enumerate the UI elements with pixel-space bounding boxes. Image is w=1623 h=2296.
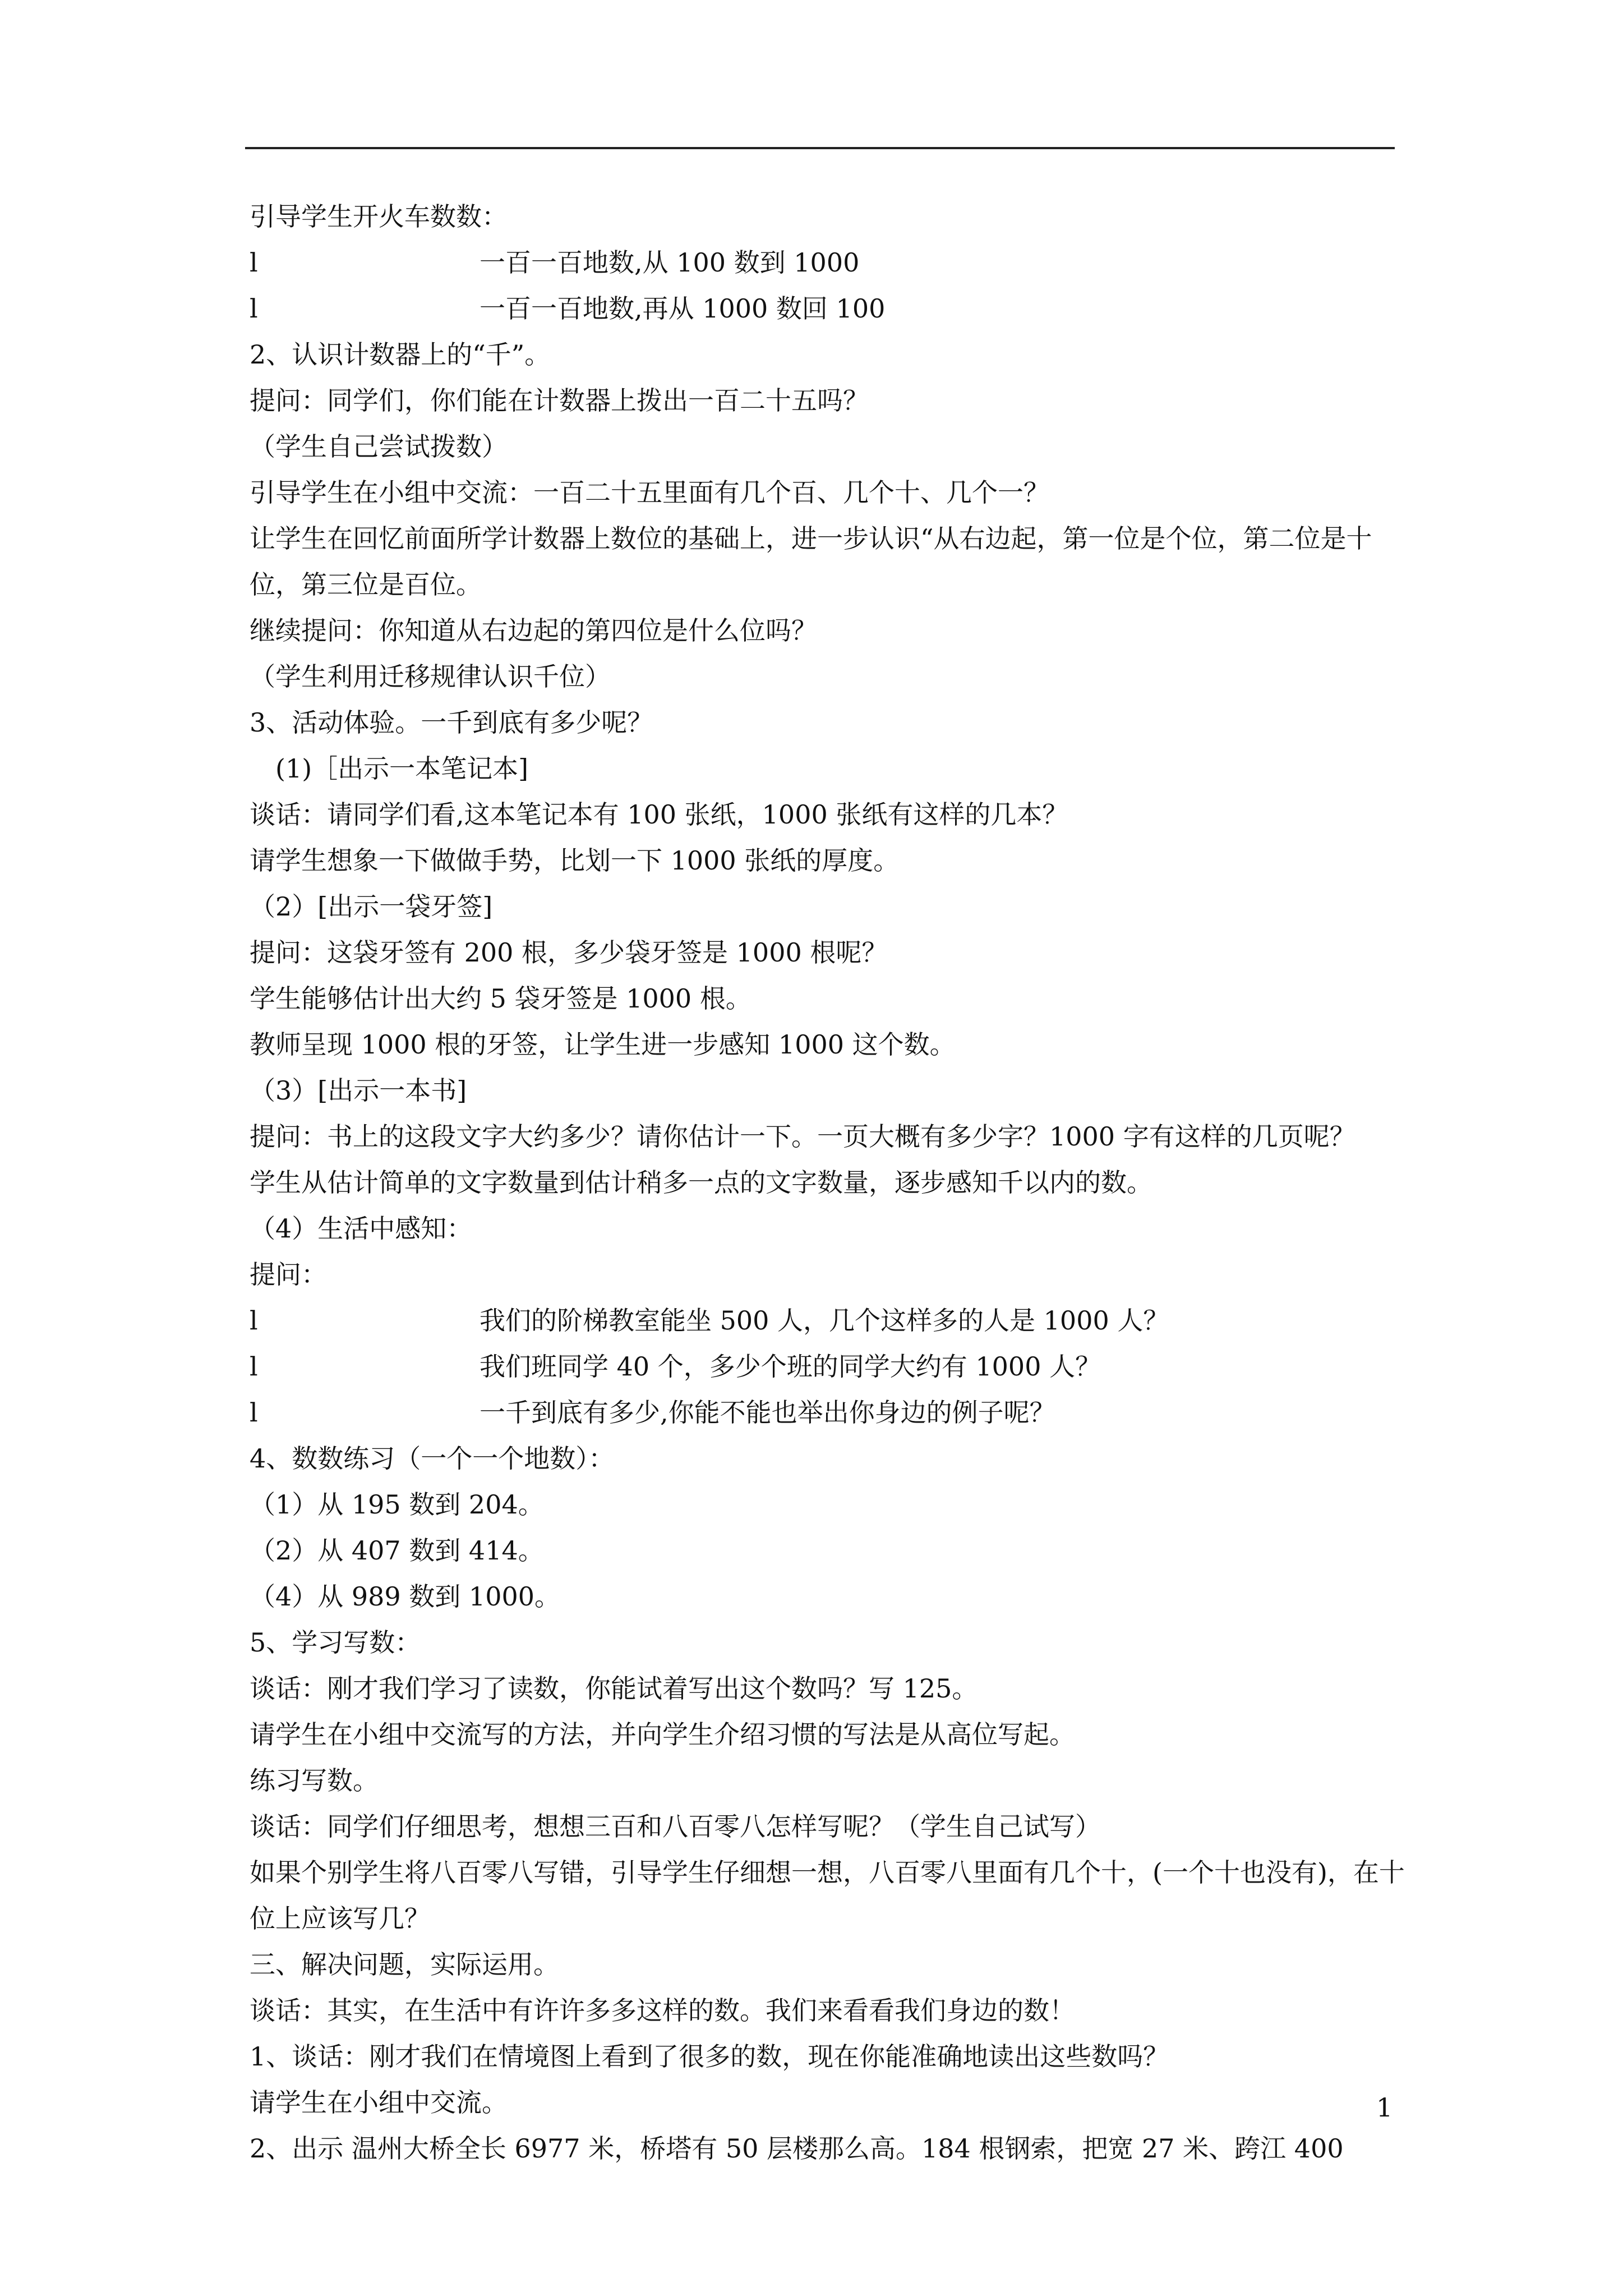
- paragraph: 学生从估计简单的文字数量到估计稍多一点的文字数量，逐步感知千以内的数。: [250, 1167, 1152, 1198]
- paragraph: （2）从 407 数到 414。: [250, 1535, 544, 1566]
- paragraph: （3）[出示一本书]: [250, 1075, 467, 1106]
- paragraph: 1、谈话：刚才我们在情境图上看到了很多的数，现在你能准确地读出这些数吗？: [250, 2041, 1169, 2072]
- paragraph: 继续提问：你知道从右边起的第四位是什么位吗？: [250, 615, 817, 646]
- bullet-marker: l: [250, 293, 258, 324]
- paragraph: 谈话：同学们仔细思考，想想三百和八百零八怎样写呢？（学生自己试写）: [250, 1811, 1101, 1842]
- paragraph: 让学生在回忆前面所学计数器上数位的基础上，进一步认识“从右边起，第一位是个位，第二位是十位，第三位是百位。: [250, 523, 1372, 600]
- paragraph: 提问：: [250, 1259, 327, 1290]
- paragraph: （2）[出示一袋牙签]: [250, 891, 493, 922]
- document-body: [250, 194, 1405, 2171]
- paragraph: 如果个别学生将八百零八写错，引导学生仔细想一想，八百零八里面有几个十，(一个十也没有)，在十位上应该写几？: [250, 1857, 1405, 1934]
- paragraph: 学生能够估计出大约 5 袋牙签是 1000 根。: [250, 983, 751, 1014]
- paragraph: 引导学生开火车数数：: [250, 201, 508, 232]
- section-heading: 4、数数练习（一个一个地数）：: [250, 1443, 615, 1474]
- bullet-item: [250, 1389, 1405, 1435]
- bullet-text: 一百一百地数,再从 1000 数回 100: [479, 293, 886, 324]
- paragraph: （4）从 989 数到 1000。: [250, 1581, 560, 1612]
- section-heading: 3、活动体验。一千到底有多少呢？: [250, 707, 653, 738]
- bullet-item: [250, 1297, 1405, 1343]
- paragraph: （1）从 195 数到 204。: [250, 1489, 544, 1520]
- paragraph: 谈话：刚才我们学习了读数，你能试着写出这个数吗？写 125。: [250, 1673, 978, 1704]
- section-heading: 2、认识计数器上的“千”。: [250, 339, 551, 370]
- section-heading: 三、解决问题，实际运用。: [250, 1949, 559, 1980]
- paragraph: 教师呈现 1000 根的牙签，让学生进一步感知 1000 这个数。: [250, 1029, 956, 1060]
- paragraph: 练习写数。: [250, 1765, 379, 1796]
- paragraph: 提问：这袋牙签有 200 根，多少袋牙签是 1000 根呢？: [250, 937, 888, 968]
- paragraph: 谈话：其实，在生活中有许许多多这样的数。我们来看看我们身边的数！: [250, 1995, 1075, 2026]
- paragraph: 提问：同学们，你们能在计数器上拨出一百二十五吗？: [250, 385, 869, 416]
- bullet-marker: l: [250, 247, 258, 278]
- paragraph: （4）生活中感知：: [250, 1213, 473, 1244]
- page-number: 1: [1376, 2092, 1393, 2123]
- header-rule: [245, 147, 1395, 149]
- paragraph: 请学生想象一下做做手势，比划一下 1000 张纸的厚度。: [250, 845, 900, 876]
- bullet-text: 我们的阶梯教室能坐 500 人，几个这样多的人是 1000 人？: [479, 1305, 1169, 1336]
- paragraph: (1)［出示一本笔记本]: [275, 753, 529, 784]
- bullet-text: 一千到底有多少,你能不能也举出你身边的例子呢？: [479, 1397, 1055, 1428]
- paragraph: （学生利用迁移规律认识千位）: [250, 661, 611, 692]
- paragraph: 谈话：请同学们看,这本笔记本有 100 张纸，1000 张纸有这样的几本？: [250, 799, 1068, 830]
- paragraph: 2、出示 温州大桥全长 6977 米，桥塔有 50 层楼那么高。184 根钢索，把宽 27 米、跨江 400: [250, 2133, 1344, 2164]
- section-heading: 5、学习写数：: [250, 1627, 421, 1658]
- bullet-item: [250, 1343, 1405, 1389]
- bullet-text: 一百一百地数,从 100 数到 1000: [479, 247, 860, 278]
- paragraph: 提问：书上的这段文字大约多少？请你估计一下。一页大概有多少字？1000 字有这样的几页呢？: [250, 1121, 1355, 1152]
- bullet-marker: l: [250, 1397, 258, 1428]
- paragraph: （学生自己尝试拨数）: [250, 431, 508, 462]
- bullet-marker: l: [250, 1351, 258, 1382]
- bullet-text: 我们班同学 40 个，多少个班的同学大约有 1000 人？: [479, 1351, 1101, 1382]
- bullet-marker: l: [250, 1305, 258, 1336]
- bullet-item: [250, 240, 1405, 286]
- paragraph: 请学生在小组中交流。: [250, 2087, 508, 2118]
- paragraph: 引导学生在小组中交流：一百二十五里面有几个百、几个十、几个一？: [250, 477, 1049, 508]
- paragraph: 请学生在小组中交流写的方法，并向学生介绍习惯的写法是从高位写起。: [250, 1719, 1075, 1750]
- bullet-item: [250, 286, 1405, 332]
